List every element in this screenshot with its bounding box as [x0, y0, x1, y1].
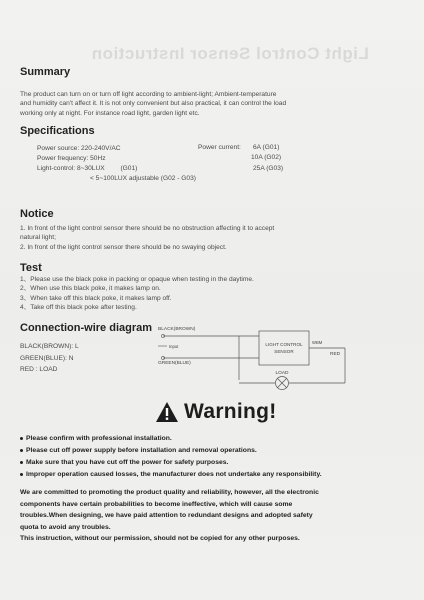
spec-light-control-model: (G01): [120, 165, 138, 172]
sensor-box-label-1: LIGHT CONTROL: [265, 342, 303, 347]
diagram-wire-label: WBM: [312, 340, 323, 345]
closing-line: components have certain probabilities to become ineffective, which will cause some: [20, 500, 293, 508]
bullet-icon: [20, 461, 23, 464]
closing-text: [20, 487, 410, 545]
diagram-green-label: GREEN(BLUE): [158, 361, 191, 366]
closing-line: troubles.When designing, we have paid attention to redundant designs and adopted safety: [20, 512, 313, 520]
test-item: 2、When use this black poke, it makes lamp on.: [20, 285, 161, 293]
spec-current-g03: 25A (G03): [253, 165, 284, 172]
spec-power-source: Power source: 220-240V/AC: [37, 145, 121, 152]
warning-item: [20, 435, 172, 442]
notice-line: 2. In front of the light control sensor there should be no swaying object.: [20, 243, 227, 251]
specifications-heading: Specifications: [20, 125, 95, 137]
warning-item: [20, 447, 257, 454]
summary-text: [20, 90, 400, 118]
diagram-red-label: RED: [330, 352, 341, 357]
warning-title-text: Warning!: [184, 400, 277, 423]
spec-current-g01: 6A (G01): [253, 144, 280, 151]
connection-heading: Connection-wire diagram: [20, 322, 153, 334]
legend-line: RED : LOAD: [20, 366, 58, 373]
warning-item-text: Improper operation caused losses, the manufacturer does not undertake any responsibility.: [26, 471, 322, 478]
closing-line: This instruction, without our permission, should not be copied for any other purposes.: [20, 535, 300, 543]
test-item: 1、Please use the black poke in packing or opaque when testing in the daytime.: [20, 276, 254, 283]
warning-item: [20, 471, 322, 478]
legend-line: GREEN(BLUE): N: [20, 354, 74, 362]
test-heading: Test: [20, 262, 42, 274]
legend-line: BLACK(BROWN): L: [20, 343, 79, 350]
summary-line: working only at night. For instance road light, garden light etc.: [20, 109, 200, 117]
warning-item-text: Make sure that you have cut off the power for safety purposes.: [26, 459, 229, 466]
notice-heading: Notice: [20, 208, 54, 220]
summary-heading: Summary: [20, 66, 71, 78]
test-list: [20, 275, 405, 313]
sensor-box: [259, 331, 309, 365]
warning-item-text: Please cut off power supply before installation and removal operations.: [26, 447, 257, 454]
notice-text: [20, 224, 405, 252]
closing-line: quota to avoid any troubles.: [20, 523, 111, 531]
connection-legend: [20, 341, 79, 376]
warning-title: [155, 400, 277, 424]
notice-line: 1. In front of the light control sensor there should be no obstruction affecting it to accept: [20, 225, 275, 232]
diagram-black-label: BLACK(BROWN): [158, 327, 196, 332]
bullet-icon: [20, 437, 23, 440]
closing-line: We are committed to promoting the product quality and reliability, however, all the electronic: [20, 489, 319, 496]
summary-line: and humidity can't affect it. It is not only convenient but also practical, it can control the load: [20, 100, 287, 108]
wiring-diagram: [155, 322, 370, 394]
spec-current-g02: 10A (G02): [251, 154, 282, 161]
spec-light-control-value: Light-control: 8~30LUX: [37, 165, 105, 172]
lamp-icon: [276, 377, 289, 390]
warning-item-text: Please confirm with professional installation.: [26, 435, 172, 442]
summary-line: The product can turn on or turn off light according to ambient-light; Ambient-temperature: [20, 91, 277, 98]
diagram-input-label: Input: [169, 344, 179, 349]
spec-light-control: [37, 165, 137, 174]
spec-power-frequency: Power frequency: 50Hz: [37, 155, 106, 162]
spec-light-control-adjustable: < 5~100LUX adjustable (G02 - G03): [90, 175, 196, 182]
test-item: 3、When take off this black poke, it makes lamp off.: [20, 294, 172, 302]
warning-item: [20, 459, 228, 466]
test-item: 4、Take off this black poke after testing.: [20, 304, 137, 312]
spec-power-current-label: Power current:: [198, 144, 241, 151]
sensor-box-label-2: SENSOR: [274, 349, 294, 354]
bullet-icon: [20, 473, 23, 476]
notice-line: natural light;: [20, 234, 56, 242]
diagram-load-label: LOAD: [275, 371, 289, 376]
bullet-icon: [20, 449, 23, 452]
warning-triangle-icon: [155, 401, 179, 423]
show-through-title: Light Control Sensor Instruction: [91, 44, 369, 63]
